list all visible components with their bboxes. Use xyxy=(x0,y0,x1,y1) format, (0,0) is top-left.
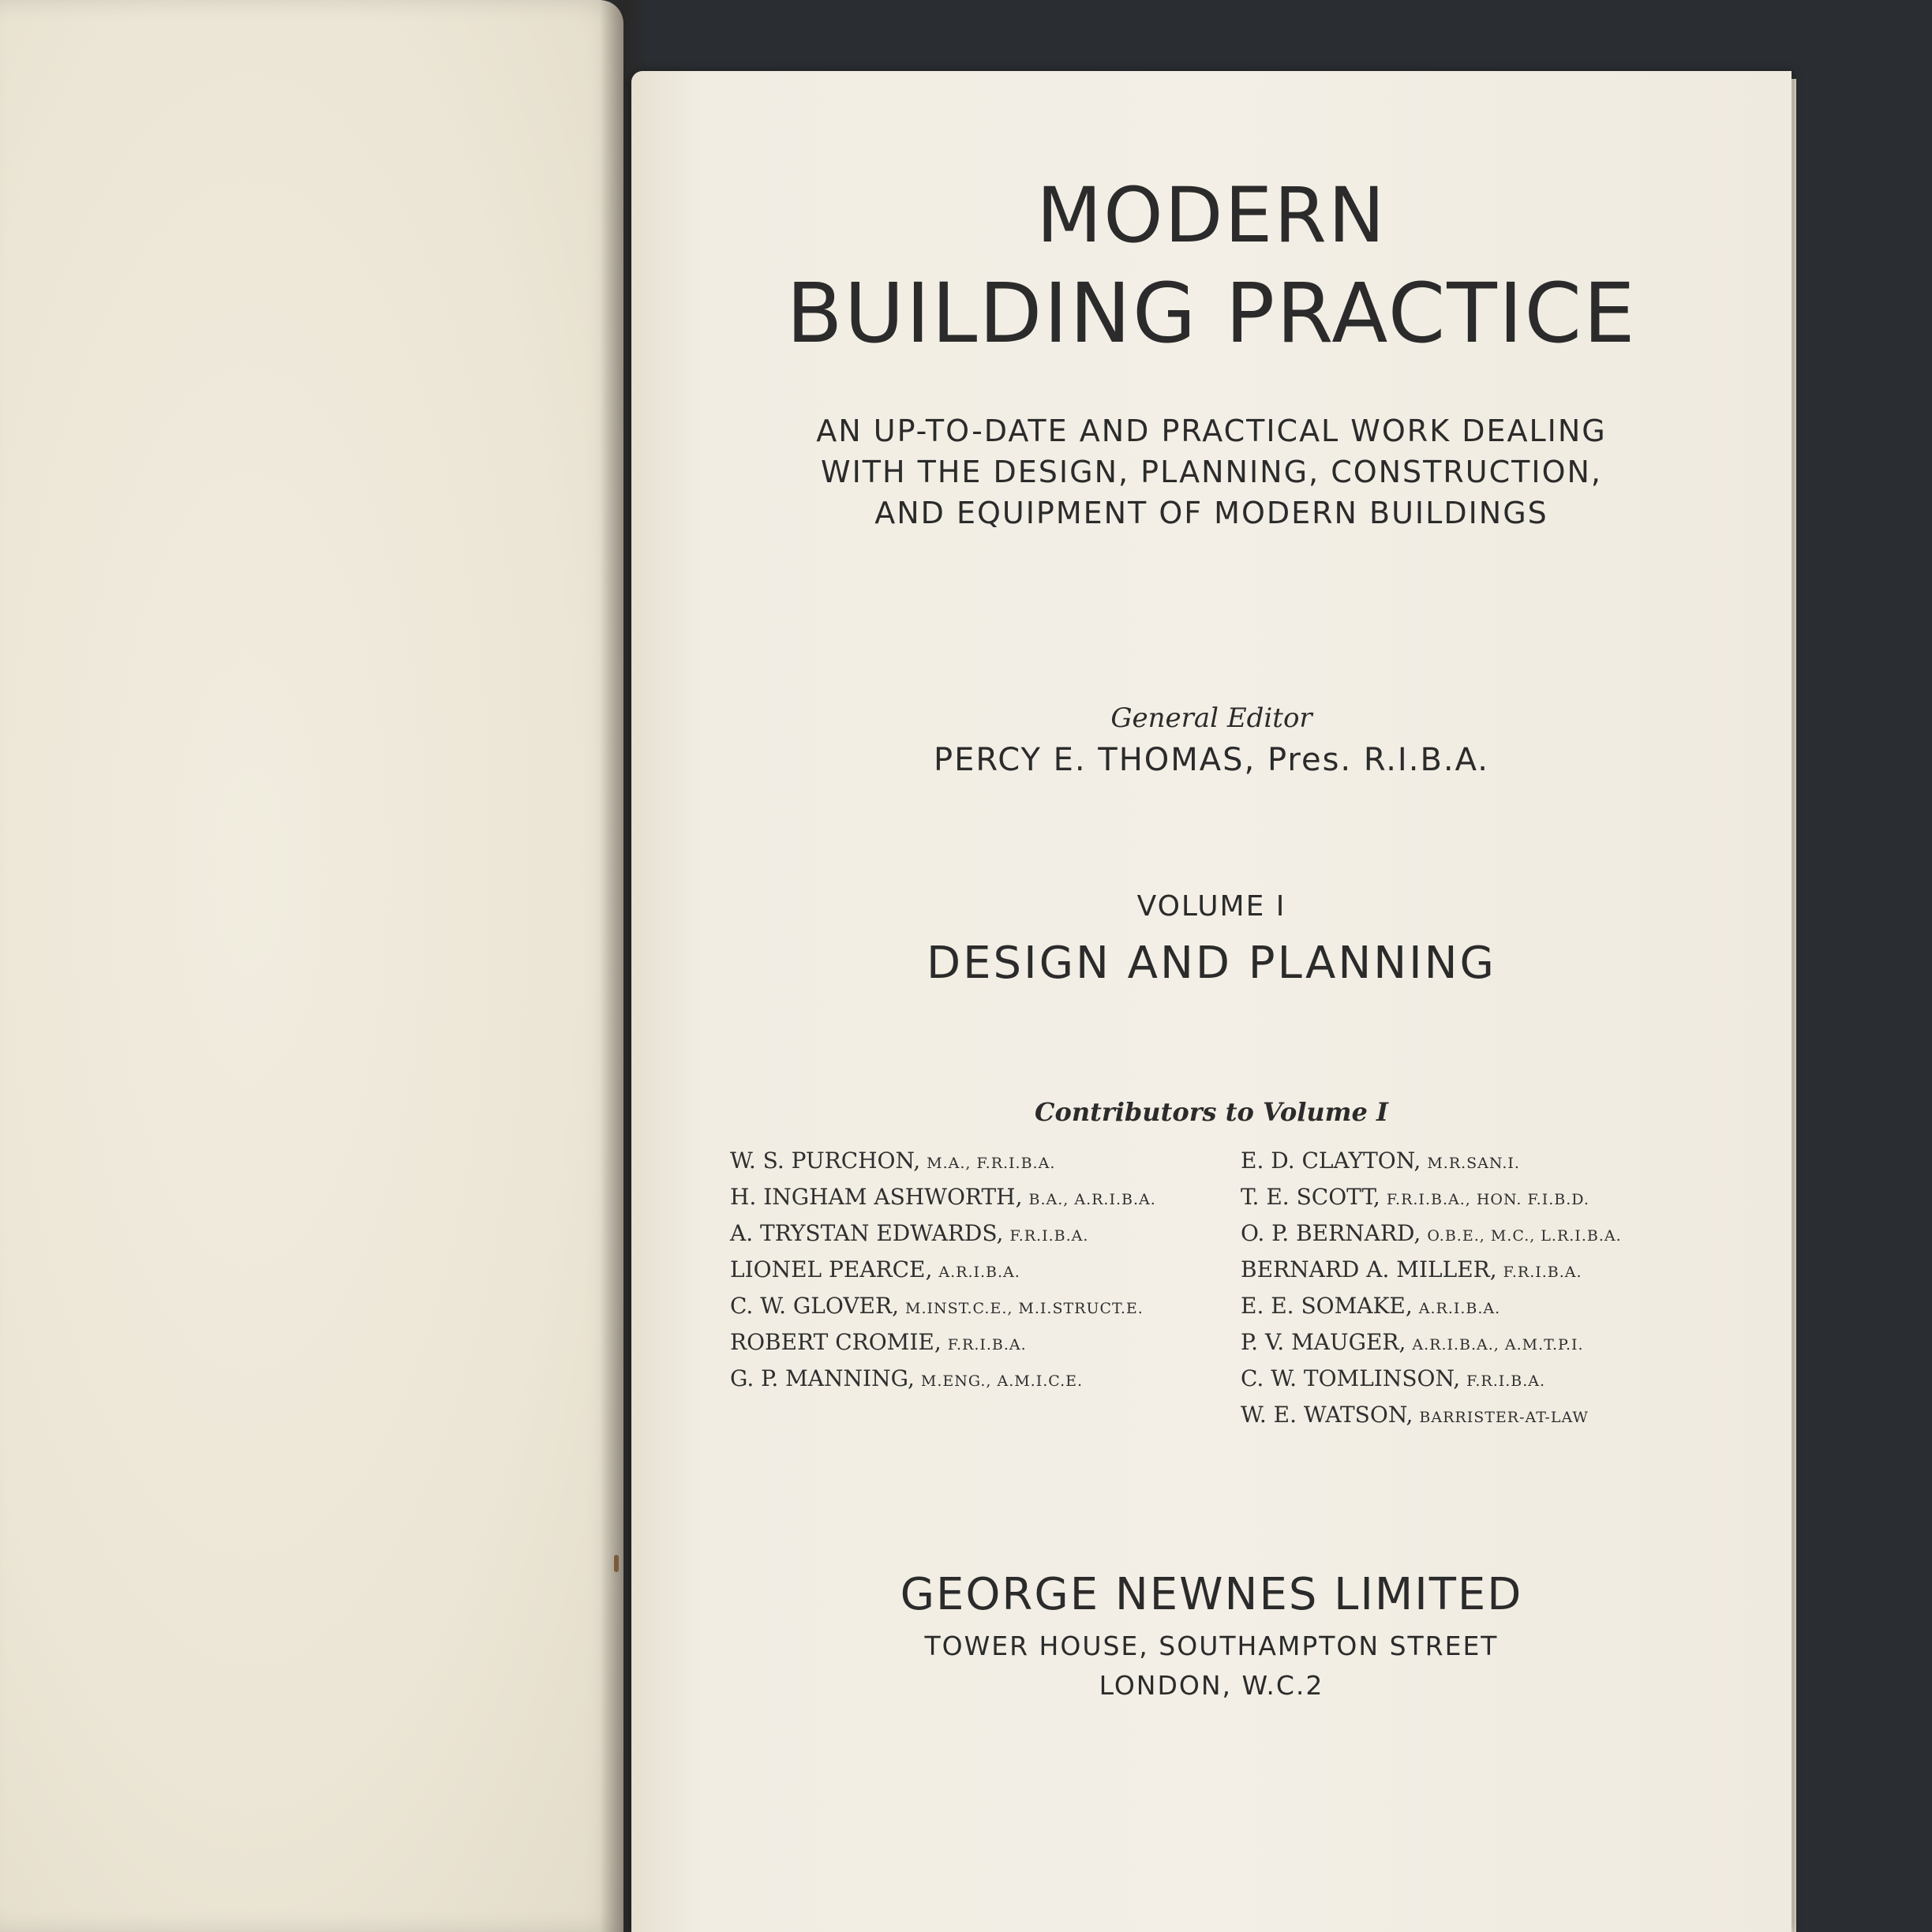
editor-label: General Editor xyxy=(1110,702,1312,734)
subtitle-line: WITH THE DESIGN, PLANNING, CONSTRUCTION, xyxy=(821,455,1602,489)
contributor xyxy=(730,1143,1156,1179)
contributor xyxy=(730,1324,1156,1361)
publisher-address-line-1: TOWER HOUSE, SOUTHAMPTON STREET xyxy=(924,1631,1499,1661)
volume-number: VOLUME I xyxy=(1136,890,1286,923)
contributor-credentials: M.A., F.R.I.B.A. xyxy=(927,1155,1056,1172)
contributor-credentials: F.R.I.B.A. xyxy=(1009,1227,1089,1245)
contributor-credentials: A.R.I.B.A., A.M.T.P.I. xyxy=(1412,1336,1584,1354)
publisher-name: GEORGE NEWNES LIMITED xyxy=(900,1569,1523,1620)
contributor xyxy=(730,1179,1156,1215)
contributor-credentials: B.A., A.R.I.B.A. xyxy=(1028,1191,1156,1208)
title-page xyxy=(631,71,1792,1932)
contributor-name: C. W. GLOVER, xyxy=(730,1293,899,1319)
subtitle-line: AND EQUIPMENT OF MODERN BUILDINGS xyxy=(874,496,1548,530)
contributors-right-column xyxy=(1241,1143,1622,1433)
contributor xyxy=(1241,1215,1622,1252)
contributor xyxy=(1241,1361,1622,1397)
contributor xyxy=(1241,1179,1622,1215)
contributor-name: A. TRYSTAN EDWARDS, xyxy=(730,1220,1004,1246)
contributors-left-column xyxy=(730,1143,1156,1397)
contributor xyxy=(1241,1143,1622,1179)
contributor-name: LIONEL PEARCE, xyxy=(730,1256,933,1282)
volume-title: DESIGN AND PLANNING xyxy=(927,938,1496,989)
blank-left-page xyxy=(0,0,623,1932)
contributor-credentials: M.ENG., A.M.I.C.E. xyxy=(920,1372,1084,1390)
contributor-credentials: F.R.I.B.A. xyxy=(1466,1372,1546,1390)
title-line-1: MODERN xyxy=(1036,171,1387,260)
contributor-credentials: F.R.I.B.A. xyxy=(1503,1264,1582,1281)
contributor-credentials: A.R.I.B.A. xyxy=(1418,1300,1501,1317)
contributor-name: C. W. TOMLINSON, xyxy=(1241,1365,1461,1391)
contributor-name: O. P. BERNARD, xyxy=(1241,1220,1421,1246)
contributor-credentials: BARRISTER-AT-LAW xyxy=(1419,1409,1589,1426)
contributor-credentials: O.B.E., M.C., L.R.I.B.A. xyxy=(1427,1227,1622,1245)
contributor xyxy=(730,1215,1156,1252)
contributor-name: P. V. MAUGER, xyxy=(1241,1329,1406,1355)
contributor-name: T. E. SCOTT, xyxy=(1241,1184,1380,1210)
contributor-name: W. S. PURCHON, xyxy=(730,1148,921,1174)
contributor-name: W. E. WATSON, xyxy=(1241,1402,1413,1428)
contributor-credentials: F.R.I.B.A., HON. F.I.B.D. xyxy=(1386,1191,1589,1208)
contributor xyxy=(1241,1252,1622,1288)
contributor-credentials: A.R.I.B.A. xyxy=(938,1264,1020,1281)
contributor xyxy=(730,1361,1156,1397)
contributor-credentials: M.R.SAN.I. xyxy=(1427,1155,1520,1172)
contributor xyxy=(1241,1324,1622,1361)
contributor-name: ROBERT CROMIE, xyxy=(730,1329,942,1355)
contributor-name: E. D. CLAYTON, xyxy=(1241,1148,1421,1174)
contributor-credentials: M.INST.C.E., M.I.STRUCT.E. xyxy=(904,1300,1144,1317)
contributor-name: BERNARD A. MILLER, xyxy=(1241,1256,1497,1282)
contributor xyxy=(1241,1397,1622,1433)
contributor-name: G. P. MANNING, xyxy=(730,1365,915,1391)
contributor xyxy=(1241,1288,1622,1324)
contributor xyxy=(730,1252,1156,1288)
contributors-heading: Contributors to Volume I xyxy=(1035,1097,1388,1127)
contributor-credentials: F.R.I.B.A. xyxy=(947,1336,1027,1354)
page-speck xyxy=(614,1555,619,1572)
title-line-2: BUILDING PRACTICE xyxy=(786,265,1637,361)
contributor-name: E. E. SOMAKE, xyxy=(1241,1293,1413,1319)
publisher-address-line-2: LONDON, W.C.2 xyxy=(1099,1670,1324,1701)
contributor xyxy=(730,1288,1156,1324)
editor-name: PERCY E. THOMAS, Pres. R.I.B.A. xyxy=(934,742,1489,778)
contributor-name: H. INGHAM ASHWORTH, xyxy=(730,1184,1023,1210)
subtitle xyxy=(631,410,1792,534)
subtitle-line: AN UP-TO-DATE AND PRACTICAL WORK DEALING xyxy=(816,414,1607,448)
